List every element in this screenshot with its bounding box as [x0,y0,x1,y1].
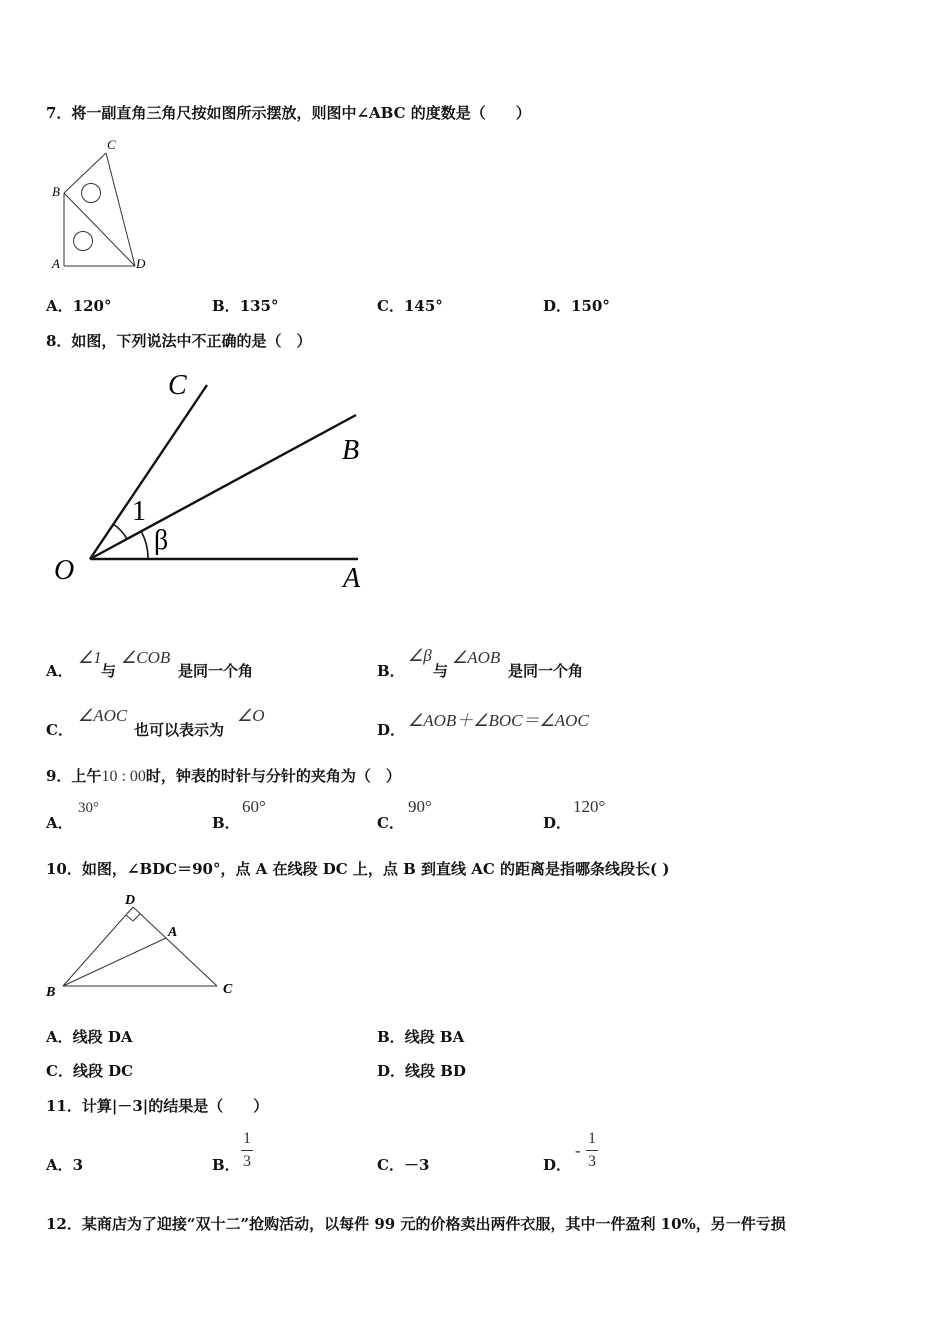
option-text: 150° [571,297,610,315]
option-letter: C． [46,1062,73,1080]
q8-option-b-math2: ∠AOB [452,648,501,667]
q11-option-d-fraction [586,1130,598,1171]
q10-option-c[interactable] [46,1060,133,1081]
q10-option-a[interactable] [46,1026,133,1047]
option-letter: C． [377,1156,404,1174]
q8-option-b-letter[interactable]: B． [377,662,405,680]
fraction-denominator: 3 [243,1153,251,1170]
option-letter: A． [46,297,73,315]
q9-option-a-value: 30° [78,800,99,816]
option-text: 145° [403,297,443,315]
option-text: 线段 DC [72,1062,134,1080]
q7-label-a: A [52,256,60,271]
q9-option-c-letter[interactable]: C． [377,814,404,832]
q9-option-b-value: 60° [242,797,266,816]
q8-option-b-text2: 是同一个角 [508,662,584,680]
q9-stem-time: 10 : 00 [101,768,146,785]
q8-option-a-letter[interactable]: A． [46,662,73,680]
q8-stem: 8．如图，下列说法中不正确的是（ ） [46,332,312,350]
q8-option-a-text1: 与 [101,662,117,680]
fraction-bar [241,1150,253,1151]
option-text: 线段 DA [72,1028,133,1046]
option-letter: A． [46,1156,73,1174]
option-letter: C． [377,297,404,315]
q8-label-1: 1 [132,496,146,527]
q8-label-a: A [343,563,361,594]
q11-option-d-letter[interactable]: D． [543,1156,572,1174]
q8-option-a-math1: ∠1 [78,648,102,667]
q11-option-b-fraction [241,1130,253,1171]
option-letter: D． [543,297,572,315]
option-letter: B． [377,1028,405,1046]
q10-label-d: D [125,893,136,908]
q8-option-d-math1: ∠AOB＋∠BOC＝∠AOC [408,711,589,730]
q8-figure-angles [50,365,380,600]
q9-option-d-letter[interactable]: D． [543,814,572,832]
option-text: 3 [72,1156,84,1174]
q7-figure-triangle-rulers [50,137,160,272]
q9-option-b-letter[interactable]: B． [212,814,240,832]
q8-option-c-math1: ∠AOC [78,706,128,725]
q8-option-c-text1: 也可以表示为 [134,721,225,739]
option-letter: B． [212,297,240,315]
q8-option-b-math1: ∠β [408,646,432,665]
q9-stem-pre: 9．上午 [46,767,102,785]
option-letter: D． [377,1062,406,1080]
fraction-denominator: 3 [588,1153,596,1170]
q9-option-d-value: 120° [573,797,606,816]
option-text: 120° [72,297,112,315]
q8-label-o: O [54,555,75,586]
q11-option-a[interactable] [46,1154,83,1175]
q8-label-b: B [342,435,360,466]
fraction-bar [586,1150,598,1151]
q9-stem-post: 时，钟表的时针与分针的夹角为（ ） [145,767,401,785]
fraction-numerator: 1 [588,1130,596,1147]
q10-option-b[interactable] [377,1026,464,1047]
q12-stem: 12．某商店为了迎接“双十二”抢购活动，以每件 99 元的价格卖出两件衣服，其中一件盈利 10%，另一件亏损 [46,1215,786,1233]
option-text: 线段 BA [404,1028,465,1046]
q8-label-beta: β [154,525,169,556]
q7-option-c[interactable] [377,295,443,316]
q10-option-d[interactable] [377,1060,466,1081]
q11-option-c[interactable] [377,1154,429,1175]
option-text: 线段 BD [405,1062,466,1080]
q8-option-a-math2: ∠COB [121,648,171,667]
q9-stem [46,765,401,786]
q8-option-b-text1: 与 [433,662,449,680]
q8-option-c-math2: ∠O [237,706,265,725]
q7-option-d[interactable] [543,295,610,316]
q8-option-a-text2: 是同一个角 [178,662,254,680]
q7-label-c: C [107,137,116,152]
q10-label-b: B [46,985,56,1000]
q7-option-b[interactable] [212,295,279,316]
option-letter: A． [46,1028,73,1046]
q10-label-c: C [223,982,233,997]
q9-option-c-value: 90° [408,797,432,816]
q7-stem: 7．将一副直角三角尺按如图所示摆放，则图中∠ABC 的度数是（ ） [46,104,531,122]
q11-stem: 11．计算|－3|的结果是（ ） [46,1097,269,1115]
q7-label-b: B [52,184,60,199]
fraction-numerator: 1 [243,1130,251,1147]
q11-option-b-letter[interactable]: B． [212,1156,240,1174]
option-text: －3 [403,1156,430,1174]
q7-option-a[interactable] [46,295,111,316]
q8-label-c: C [168,370,187,401]
q10-label-a: A [168,925,178,940]
option-text: 135° [239,297,279,315]
q10-figure-triangle [44,890,244,1005]
q9-option-a-letter[interactable]: A． [46,814,73,832]
q8-option-c-letter[interactable]: C． [46,721,73,739]
q8-option-d-letter[interactable]: D． [377,721,406,739]
q11-option-d-sign: - [575,1141,581,1160]
q10-stem: 10．如图，∠BDC＝90°，点 A 在线段 DC 上，点 B 到直线 AC 的距离是指哪条线段长( ) [46,860,670,878]
q7-label-d: D [136,256,146,271]
